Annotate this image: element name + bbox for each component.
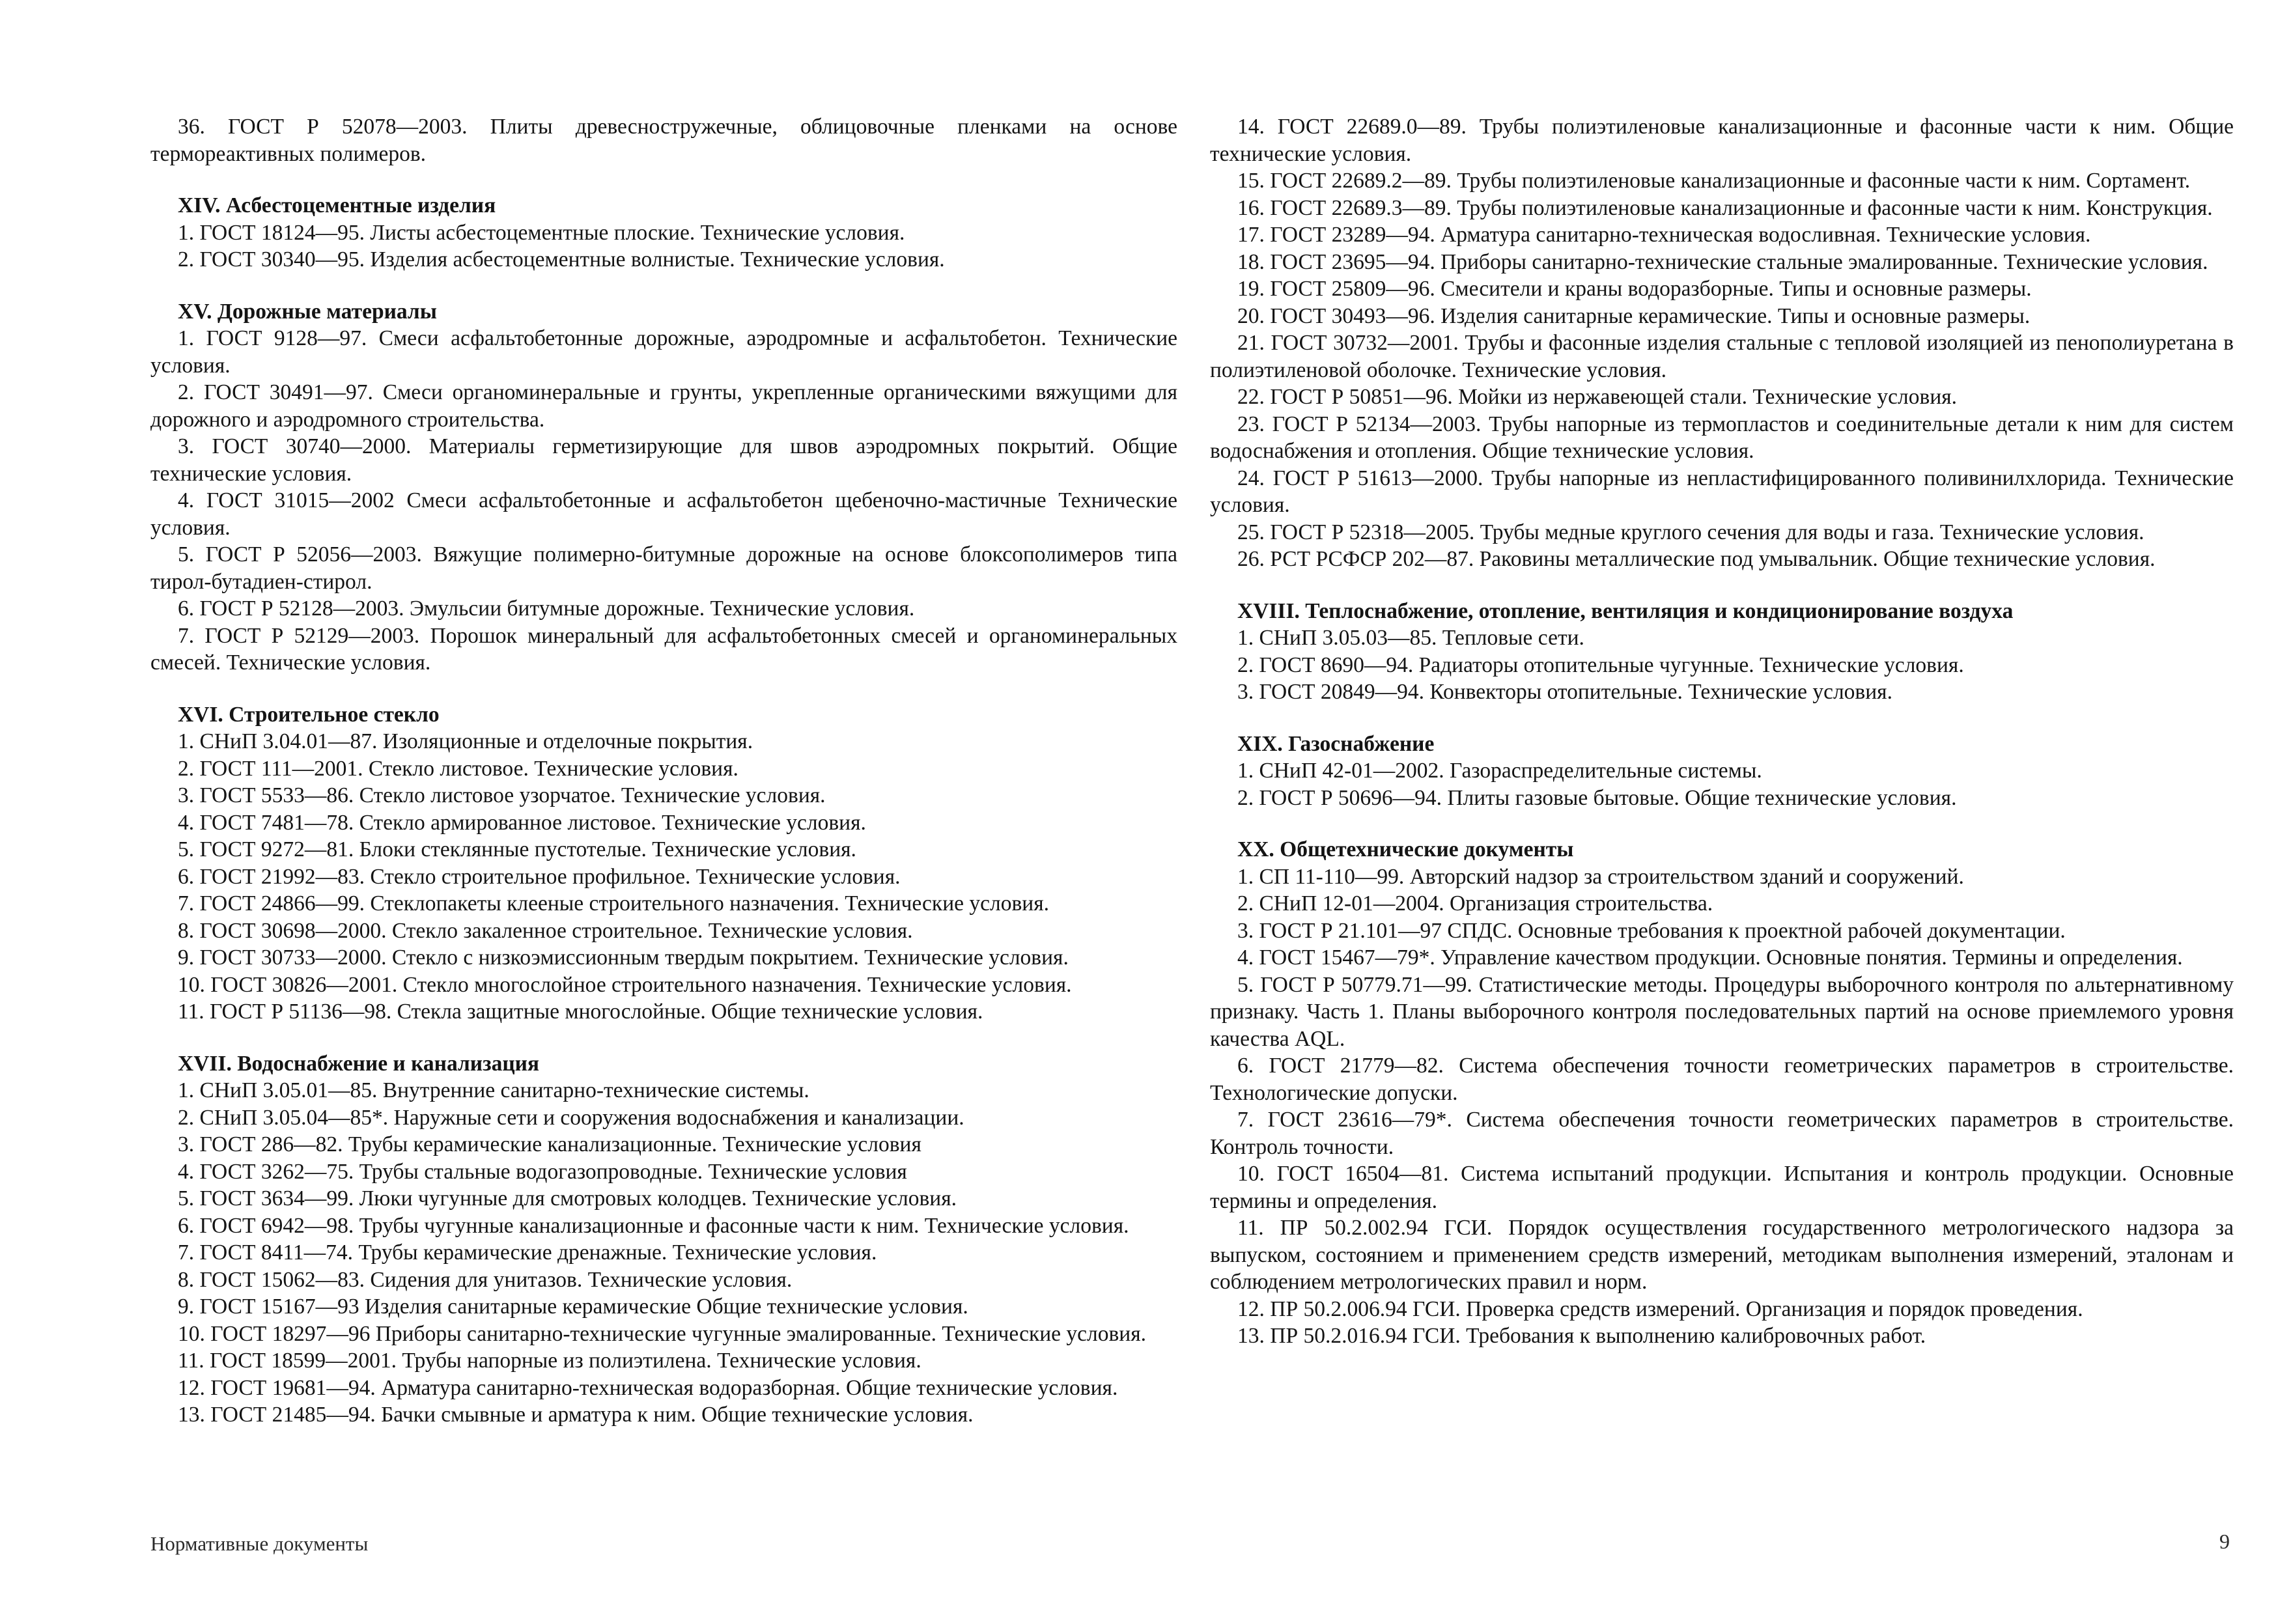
list-item: 2. СНиП 12-01—2004. Организация строительства. bbox=[1237, 891, 1713, 916]
document-section bbox=[1210, 836, 2234, 1350]
list-item: 3. ГОСТ 286—82. Трубы керамические канализационные. Технические условия bbox=[178, 1132, 921, 1156]
list-item: 8. ГОСТ 30698—2000. Стекло закаленное строительное. Технические условия. bbox=[178, 918, 913, 943]
list-item: 7. ГОСТ 24866—99. Стеклопакеты клееные строительного назначения. Технические условия. bbox=[178, 891, 1049, 916]
section-heading: XVIII. Теплоснабжение, отопление, вентиляция и кондиционирование воздуха bbox=[1237, 598, 2014, 623]
list-item: 2. ГОСТ Р 50696—94. Плиты газовые бытовые. Общие технические условия. bbox=[1237, 785, 1957, 810]
list-item: 11. ПР 50.2.002.94 ГСИ. Порядок осуществления государственного метрологического надзора за выпуском, состоянием и применением средств измерений, методикам выполнения измерений, эталонам и соблюдением метрологических правил и норм. bbox=[1210, 1216, 2234, 1294]
list-item: 2. ГОСТ 8690—94. Радиаторы отопительные чугунные. Технические условия. bbox=[1237, 652, 1964, 677]
right-column bbox=[1210, 113, 2234, 1375]
list-item: 2. ГОСТ 30491—97. Смеси органоминеральные и грунты, укрепленные органическими вяжущими для дорожного и аэродромного строительства. bbox=[150, 380, 1177, 432]
list-item: 12. ГОСТ 19681—94. Арматура санитарно-техническая водоразборная. Общие технические условия. bbox=[178, 1375, 1118, 1400]
list-item: 21. ГОСТ 30732—2001. Трубы и фасонные изделия стальные с тепловой изоляцией из пенополиуретана в полиэтиленовой оболочке. Технические условия. bbox=[1210, 331, 2234, 382]
list-item: 10. ГОСТ 18297—96 Приборы санитарно-технические чугунные эмалированные. Технические условия. bbox=[178, 1321, 1147, 1346]
list-item: 7. ГОСТ 8411—74. Трубы керамические дренажные. Технические условия. bbox=[178, 1240, 877, 1265]
document-section bbox=[1210, 598, 2234, 706]
list-item: 24. ГОСТ Р 51613—2000. Трубы напорные из непластифицированного поливинилхлорида. Технические условия. bbox=[1210, 466, 2234, 517]
list-item: 1. ГОСТ 9128—97. Смеси асфальтобетонные дорожные, аэродромные и асфальтобетон. Технические условия. bbox=[150, 326, 1177, 378]
list-item: 8. ГОСТ 15062—83. Сидения для унитазов. Технические условия. bbox=[178, 1267, 793, 1292]
list-item: 1. СНиП 3.05.03—85. Тепловые сети. bbox=[1237, 626, 1584, 650]
section-heading: XIX. Газоснабжение bbox=[1237, 731, 1435, 756]
list-item: 20. ГОСТ 30493—96. Изделия санитарные керамические. Типы и основные размеры. bbox=[1237, 303, 2031, 328]
list-item: 25. ГОСТ Р 52318—2005. Трубы медные круглого сечения для воды и газа. Технические условия. bbox=[1237, 520, 2144, 544]
list-item: 6. ГОСТ 21779—82. Система обеспечения точности геометрических параметров в строительстве. Технологические допуски. bbox=[1210, 1054, 2234, 1105]
list-item: 2. ГОСТ 111—2001. Стекло листовое. Технические условия. bbox=[178, 756, 738, 781]
section-heading: XVII. Водоснабжение и канализация bbox=[178, 1051, 540, 1076]
list-item: 1. СП 11-110—99. Авторский надзор за строительством зданий и сооружений. bbox=[1237, 864, 1964, 889]
list-item: 23. ГОСТ Р 52134—2003. Трубы напорные из термопластов и соединительные детали к ним для систем водоснабжения и отопления. Общие технические условия. bbox=[1210, 412, 2234, 463]
list-item: 3. ГОСТ 5533—86. Стекло листовое узорчатое. Технические условия. bbox=[178, 783, 826, 807]
list-item: 26. РСТ РСФСР 202—87. Раковины металлические под умывальник. Общие технические условия. bbox=[1237, 547, 2156, 571]
list-item: 13. ГОСТ 21485—94. Бачки смывные и арматура к ним. Общие технические условия. bbox=[178, 1403, 974, 1427]
document-section bbox=[1210, 731, 2234, 812]
section-heading: XVI. Строительное стекло bbox=[178, 702, 440, 727]
list-item: 36. ГОСТ Р 52078—2003. Плиты древесностружечные, облицовочные пленками на основе термореактивных полимеров. bbox=[150, 115, 1177, 166]
list-item: 4. ГОСТ 7481—78. Стекло армированное листовое. Технические условия. bbox=[178, 810, 866, 835]
list-item: 11. ГОСТ 18599—2001. Трубы напорные из полиэтилена. Технические условия. bbox=[178, 1349, 921, 1373]
document-section bbox=[150, 192, 1177, 273]
list-item: 17. ГОСТ 23289—94. Арматура санитарно-техническая водосливная. Технические условия. bbox=[1237, 223, 2091, 247]
list-item: 2. ГОСТ 30340—95. Изделия асбестоцементные волнистые. Технические условия. bbox=[178, 247, 945, 272]
list-item: 5. ГОСТ Р 52056—2003. Вяжущие полимерно-битумные дорожные на основе блоксополимеров типа тирол-бутадиен-стирол. bbox=[150, 542, 1177, 594]
list-item: 4. ГОСТ 3262—75. Трубы стальные водогазопроводные. Технические условия bbox=[178, 1159, 907, 1184]
list-item: 3. ГОСТ Р 21.101—97 СПДС. Основные требования к проектной рабочей документации. bbox=[1237, 918, 2066, 943]
list-item: 5. ГОСТ 3634—99. Люки чугунные для смотровых колодцев. Технические условия. bbox=[178, 1186, 957, 1211]
list-item: 1. СНиП 42-01—2002. Газораспределительные системы. bbox=[1237, 759, 1762, 783]
list-item: 19. ГОСТ 25809—96. Смесители и краны водоразборные. Типы и основные размеры. bbox=[1237, 277, 2032, 301]
list-item: 11. ГОСТ Р 51136—98. Стекла защитные многослойные. Общие технические условия. bbox=[178, 1000, 983, 1024]
list-item: 9. ГОСТ 15167—93 Изделия санитарные керамические Общие технические условия. bbox=[178, 1295, 968, 1319]
list-item: 3. ГОСТ 30740—2000. Материалы герметизирующие для швов аэродромных покрытий. Общие технические условия. bbox=[150, 434, 1177, 486]
right-lead-items bbox=[1210, 113, 2234, 573]
list-item: 5. ГОСТ 9272—81. Блоки стеклянные пустотелые. Технические условия. bbox=[178, 837, 856, 861]
list-item: 10. ГОСТ 30826—2001. Стекло многослойное строительного назначения. Технические условия. bbox=[178, 972, 1072, 997]
list-item: 6. ГОСТ Р 52128—2003. Эмульсии битумные дорожные. Технические условия. bbox=[178, 596, 915, 621]
document-section bbox=[150, 701, 1177, 1026]
list-item: 15. ГОСТ 22689.2—89. Трубы полиэтиленовые канализационные и фасонные части к ним. Сортамент. bbox=[1237, 169, 2191, 193]
list-item: 16. ГОСТ 22689.3—89. Трубы полиэтиленовые канализационные и фасонные части к ним. Конструкция. bbox=[1237, 195, 2213, 220]
section-heading: XV. Дорожные материалы bbox=[178, 299, 437, 324]
list-item: 2. СНиП 3.05.04—85*. Наружные сети и сооружения водоснабжения и канализации. bbox=[178, 1105, 964, 1130]
list-item: 12. ПР 50.2.006.94 ГСИ. Проверка средств измерений. Организация и порядок проведения. bbox=[1237, 1296, 2083, 1321]
list-item: 1. СНиП 3.04.01—87. Изоляционные и отделочные покрытия. bbox=[178, 729, 753, 753]
list-item: 6. ГОСТ 6942—98. Трубы чугунные канализационные и фасонные части к ним. Технические условия. bbox=[178, 1213, 1129, 1238]
list-item: 6. ГОСТ 21992—83. Стекло строительное профильное. Технические условия. bbox=[178, 864, 901, 889]
list-item: 5. ГОСТ Р 50779.71—99. Статистические методы. Процедуры выборочного контроля по альтернативному признаку. Часть 1. Планы выборочного контроля последовательных партий на основе приемлемого уровня качества AQL. bbox=[1210, 972, 2234, 1051]
list-item: 22. ГОСТ Р 50851—96. Мойки из нержавеющей стали. Технические условия. bbox=[1237, 385, 1958, 409]
right-sections bbox=[1210, 598, 2234, 1350]
list-item: 7. ГОСТ 23616—79*. Система обеспечения точности геометрических параметров в строительстве. Контроль точности. bbox=[1210, 1108, 2234, 1159]
list-item: 7. ГОСТ Р 52129—2003. Порошок минеральный для асфальтобетонных смесей и органоминеральных смесей. Технические условия. bbox=[150, 623, 1177, 675]
left-column bbox=[150, 113, 1177, 1453]
footer-title: Нормативные документы bbox=[150, 1532, 369, 1555]
list-item: 3. ГОСТ 20849—94. Конвекторы отопительные. Технические условия. bbox=[1237, 680, 1892, 704]
left-lead-items bbox=[150, 113, 1177, 167]
page-number: 9 bbox=[2219, 1530, 2230, 1553]
document-section bbox=[150, 1050, 1177, 1429]
list-item: 10. ГОСТ 16504—81. Система испытаний продукции. Испытания и контроль продукции. Основные термины и определения. bbox=[1210, 1162, 2234, 1213]
list-item: 18. ГОСТ 23695—94. Приборы санитарно-технические стальные эмалированные. Технические условия. bbox=[1237, 249, 2208, 274]
list-item: 4. ГОСТ 15467—79*. Управление качеством продукции. Основные понятия. Термины и определения. bbox=[1237, 945, 2183, 970]
list-item: 14. ГОСТ 22689.0—89. Трубы полиэтиленовые канализационные и фасонные части к ним. Общие технические условия. bbox=[1210, 115, 2234, 166]
document-section bbox=[150, 298, 1177, 677]
section-heading: XX. Общетехнические документы bbox=[1237, 837, 1574, 861]
left-sections bbox=[150, 192, 1177, 1429]
list-item: 1. СНиП 3.05.01—85. Внутренние санитарно-технические системы. bbox=[178, 1078, 809, 1102]
list-item: 9. ГОСТ 30733—2000. Стекло с низкоэмиссионным твердым покрытием. Технические условия. bbox=[178, 945, 1069, 970]
list-item: 13. ПР 50.2.016.94 ГСИ. Требования к выполнению калибровочных работ. bbox=[1237, 1324, 1926, 1348]
list-item: 1. ГОСТ 18124—95. Листы асбестоцементные плоские. Технические условия. bbox=[178, 220, 905, 245]
list-item: 4. ГОСТ 31015—2002 Смеси асфальтобетонные и асфальтобетон щебеночно-мастичные Технические условия. bbox=[150, 488, 1177, 540]
section-heading: XIV. Асбестоцементные изделия bbox=[178, 193, 496, 217]
